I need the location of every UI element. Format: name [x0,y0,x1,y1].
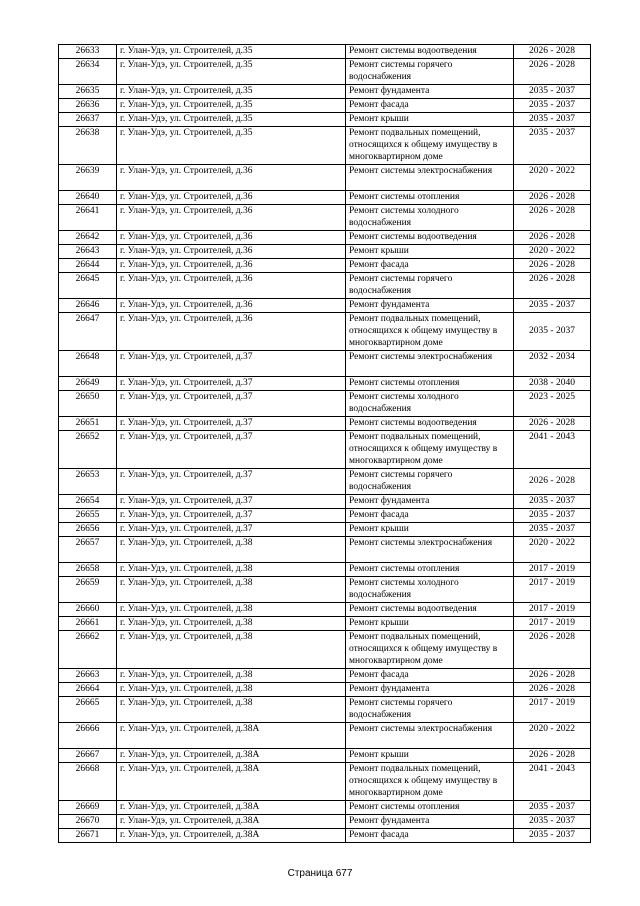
row-period: 2035 - 2037 [514,829,591,843]
row-address: г. Улан-Удэ, ул. Строителей, д.38 [117,603,346,617]
row-period: 2026 - 2028 [514,231,591,245]
row-work-type: Ремонт системы электроснабжения [346,351,514,377]
row-period: 2035 - 2037 [514,509,591,523]
row-work-type: Ремонт системы электроснабжения [346,723,514,749]
table-row [59,563,591,577]
row-address: г. Улан-Удэ, ул. Строителей, д.38А [117,763,346,801]
row-address: г. Улан-Удэ, ул. Строителей, д.38 [117,577,346,603]
row-address: г. Улан-Удэ, ул. Строителей, д.37 [117,417,346,431]
table-row [59,469,591,495]
row-address: г. Улан-Удэ, ул. Строителей, д.38 [117,563,346,577]
row-address: г. Улан-Удэ, ул. Строителей, д.35 [117,99,346,113]
row-work-type: Ремонт фундамента [346,815,514,829]
row-work-type: Ремонт подвальных помещений, относящихся к общему имуществу в многоквартирном доме [346,431,514,469]
row-number: 26657 [59,537,117,563]
table-row [59,377,591,391]
row-number: 26638 [59,127,117,165]
table-row [59,299,591,313]
row-period: 2032 - 2034 [514,351,591,377]
row-number: 26666 [59,723,117,749]
table-row [59,723,591,749]
row-period: 2017 - 2019 [514,577,591,603]
row-number: 26644 [59,259,117,273]
row-period: 2020 - 2022 [514,537,591,563]
row-number: 26660 [59,603,117,617]
row-period: 2026 - 2028 [514,469,591,495]
table-row [59,99,591,113]
row-work-type: Ремонт фасада [346,259,514,273]
table-row [59,391,591,417]
row-work-type: Ремонт фундамента [346,299,514,313]
row-number: 26636 [59,99,117,113]
row-work-type: Ремонт системы холодного водоснабжения [346,205,514,231]
row-period: 2020 - 2022 [514,723,591,749]
row-number: 26639 [59,165,117,191]
row-number: 26648 [59,351,117,377]
row-number: 26663 [59,669,117,683]
row-number: 26654 [59,495,117,509]
row-period: 2035 - 2037 [514,113,591,127]
row-period: 2026 - 2028 [514,59,591,85]
row-number: 26661 [59,617,117,631]
row-number: 26640 [59,191,117,205]
row-address: г. Улан-Удэ, ул. Строителей, д.36 [117,231,346,245]
row-period: 2026 - 2028 [514,669,591,683]
row-work-type: Ремонт системы водоотведения [346,603,514,617]
table-row [59,537,591,563]
table-row [59,829,591,843]
row-work-type: Ремонт фундамента [346,495,514,509]
row-work-type: Ремонт системы водоотведения [346,45,514,59]
row-number: 26658 [59,563,117,577]
row-work-type: Ремонт фундамента [346,683,514,697]
table-row [59,113,591,127]
row-number: 26641 [59,205,117,231]
row-number: 26647 [59,313,117,351]
row-work-type: Ремонт подвальных помещений, относящихся к общему имуществу в многоквартирном доме [346,631,514,669]
row-work-type: Ремонт фасада [346,99,514,113]
table-row [59,617,591,631]
table-row [59,749,591,763]
row-number: 26646 [59,299,117,313]
row-address: г. Улан-Удэ, ул. Строителей, д.37 [117,469,346,495]
table-row [59,191,591,205]
page-number: Страница 677 [287,868,353,879]
row-period: 2026 - 2028 [514,417,591,431]
row-work-type: Ремонт крыши [346,113,514,127]
table-row [59,577,591,603]
row-number: 26634 [59,59,117,85]
row-period: 2035 - 2037 [514,299,591,313]
row-period: 2035 - 2037 [514,815,591,829]
row-period: 2035 - 2037 [514,801,591,815]
row-period: 2035 - 2037 [514,127,591,165]
row-work-type: Ремонт подвальных помещений, относящихся к общему имуществу в многоквартирном доме [346,127,514,165]
row-number: 26667 [59,749,117,763]
row-number: 26645 [59,273,117,299]
row-address: г. Улан-Удэ, ул. Строителей, д.36 [117,205,346,231]
row-address: г. Улан-Удэ, ул. Строителей, д.38А [117,815,346,829]
row-address: г. Улан-Удэ, ул. Строителей, д.36 [117,299,346,313]
table-row [59,631,591,669]
row-number: 26653 [59,469,117,495]
row-address: г. Улан-Удэ, ул. Строителей, д.35 [117,59,346,85]
row-number: 26635 [59,85,117,99]
row-number: 26651 [59,417,117,431]
table-row [59,165,591,191]
table-row [59,351,591,377]
row-number: 26669 [59,801,117,815]
row-work-type: Ремонт системы горячего водоснабжения [346,469,514,495]
row-number: 26637 [59,113,117,127]
row-address: г. Улан-Удэ, ул. Строителей, д.38 [117,683,346,697]
table-row [59,801,591,815]
row-period: 2023 - 2025 [514,391,591,417]
row-work-type: Ремонт системы холодного водоснабжения [346,577,514,603]
row-work-type: Ремонт фасада [346,509,514,523]
table-row [59,697,591,723]
row-period: 2017 - 2019 [514,697,591,723]
table-row [59,763,591,801]
row-number: 26650 [59,391,117,417]
row-work-type: Ремонт системы отопления [346,563,514,577]
table-row [59,509,591,523]
row-address: г. Улан-Удэ, ул. Строителей, д.37 [117,523,346,537]
row-number: 26652 [59,431,117,469]
row-period: 2017 - 2019 [514,563,591,577]
row-period: 2041 - 2043 [514,763,591,801]
row-period: 2038 - 2040 [514,377,591,391]
row-address: г. Улан-Удэ, ул. Строителей, д.38А [117,829,346,843]
row-work-type: Ремонт системы горячего водоснабжения [346,273,514,299]
row-work-type: Ремонт крыши [346,617,514,631]
row-period: 2026 - 2028 [514,273,591,299]
row-number: 26633 [59,45,117,59]
table-row [59,273,591,299]
row-work-type: Ремонт крыши [346,523,514,537]
row-period: 2035 - 2037 [514,313,591,351]
row-number: 26662 [59,631,117,669]
table-row [59,59,591,85]
row-period: 2035 - 2037 [514,523,591,537]
row-number: 26670 [59,815,117,829]
row-work-type: Ремонт системы электроснабжения [346,165,514,191]
row-number: 26659 [59,577,117,603]
row-period: 2026 - 2028 [514,749,591,763]
row-period: 2041 - 2043 [514,431,591,469]
row-period: 2017 - 2019 [514,603,591,617]
row-address: г. Улан-Удэ, ул. Строителей, д.37 [117,391,346,417]
row-work-type: Ремонт крыши [346,245,514,259]
row-period: 2026 - 2028 [514,631,591,669]
row-work-type: Ремонт системы водоотведения [346,417,514,431]
table-row [59,45,591,59]
table-row [59,431,591,469]
row-period: 2026 - 2028 [514,259,591,273]
row-period: 2026 - 2028 [514,683,591,697]
row-period: 2035 - 2037 [514,85,591,99]
row-address: г. Улан-Удэ, ул. Строителей, д.35 [117,113,346,127]
table-row [59,603,591,617]
row-address: г. Улан-Удэ, ул. Строителей, д.36 [117,259,346,273]
row-address: г. Улан-Удэ, ул. Строителей, д.38 [117,617,346,631]
row-number: 26649 [59,377,117,391]
table-row [59,495,591,509]
row-work-type: Ремонт фасада [346,669,514,683]
row-work-type: Ремонт системы отопления [346,191,514,205]
row-address: г. Улан-Удэ, ул. Строителей, д.35 [117,127,346,165]
row-work-type: Ремонт фасада [346,829,514,843]
row-address: г. Улан-Удэ, ул. Строителей, д.37 [117,509,346,523]
row-number: 26664 [59,683,117,697]
works-table-body [59,45,591,843]
works-table [58,44,591,843]
row-address: г. Улан-Удэ, ул. Строителей, д.38А [117,801,346,815]
row-address: г. Улан-Удэ, ул. Строителей, д.35 [117,85,346,99]
table-row [59,231,591,245]
row-address: г. Улан-Удэ, ул. Строителей, д.36 [117,191,346,205]
table-row [59,245,591,259]
row-number: 26642 [59,231,117,245]
table-row [59,523,591,537]
row-number: 26656 [59,523,117,537]
table-row [59,669,591,683]
table-row [59,417,591,431]
row-number: 26655 [59,509,117,523]
row-address: г. Улан-Удэ, ул. Строителей, д.36 [117,273,346,299]
row-work-type: Ремонт системы горячего водоснабжения [346,59,514,85]
row-number: 26668 [59,763,117,801]
row-number: 26643 [59,245,117,259]
table-row [59,815,591,829]
row-address: г. Улан-Удэ, ул. Строителей, д.36 [117,313,346,351]
row-work-type: Ремонт системы холодного водоснабжения [346,391,514,417]
row-address: г. Улан-Удэ, ул. Строителей, д.37 [117,377,346,391]
row-work-type: Ремонт крыши [346,749,514,763]
row-address: г. Улан-Удэ, ул. Строителей, д.38 [117,631,346,669]
row-period: 2020 - 2022 [514,165,591,191]
row-work-type: Ремонт подвальных помещений, относящихся к общему имуществу в многоквартирном доме [346,763,514,801]
row-address: г. Улан-Удэ, ул. Строителей, д.35 [117,45,346,59]
row-number: 26671 [59,829,117,843]
row-period: 2026 - 2028 [514,191,591,205]
row-period: 2026 - 2028 [514,45,591,59]
row-work-type: Ремонт системы горячего водоснабжения [346,697,514,723]
row-address: г. Улан-Удэ, ул. Строителей, д.38А [117,723,346,749]
table-row [59,205,591,231]
row-address: г. Улан-Удэ, ул. Строителей, д.38 [117,669,346,683]
row-work-type: Ремонт фундамента [346,85,514,99]
row-work-type: Ремонт системы отопления [346,801,514,815]
row-work-type: Ремонт системы электроснабжения [346,537,514,563]
row-address: г. Улан-Удэ, ул. Строителей, д.38А [117,749,346,763]
table-row [59,683,591,697]
row-address: г. Улан-Удэ, ул. Строителей, д.37 [117,431,346,469]
row-address: г. Улан-Удэ, ул. Строителей, д.38 [117,697,346,723]
row-address: г. Улан-Удэ, ул. Строителей, д.37 [117,351,346,377]
row-address: г. Улан-Удэ, ул. Строителей, д.36 [117,165,346,191]
row-period: 2035 - 2037 [514,495,591,509]
row-address: г. Улан-Удэ, ул. Строителей, д.37 [117,495,346,509]
row-number: 26665 [59,697,117,723]
row-work-type: Ремонт системы отопления [346,377,514,391]
row-address: г. Улан-Удэ, ул. Строителей, д.38 [117,537,346,563]
table-row [59,259,591,273]
table-row [59,313,591,351]
row-work-type: Ремонт подвальных помещений, относящихся к общему имуществу в многоквартирном доме [346,313,514,351]
row-work-type: Ремонт системы водоотведения [346,231,514,245]
row-period: 2035 - 2037 [514,99,591,113]
row-address: г. Улан-Удэ, ул. Строителей, д.36 [117,245,346,259]
row-period: 2020 - 2022 [514,245,591,259]
table-row [59,127,591,165]
table-row [59,85,591,99]
row-period: 2026 - 2028 [514,205,591,231]
row-period: 2017 - 2019 [514,617,591,631]
